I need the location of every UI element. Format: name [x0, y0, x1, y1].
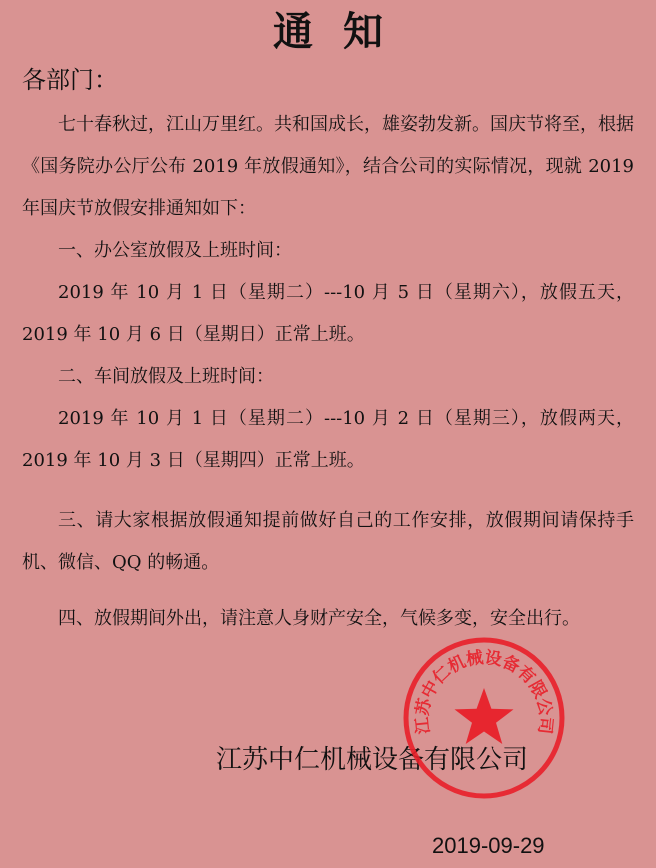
section-4 [22, 598, 634, 640]
section-2-dates [22, 398, 634, 482]
company-signature: 江苏中仁机械设备有限公司 [216, 745, 529, 775]
section-2-dates-text: 2019 年 10 月 1 日（星期二）---10 月 2 日（星期三），放假两天，2019 年 10 月 3 日（星期四）正常上班。 [22, 408, 634, 471]
section-1-heading [22, 230, 634, 272]
section-2-heading [22, 356, 634, 398]
section-1-dates [22, 272, 634, 356]
section-1-dates-text: 2019 年 10 月 1 日（星期二）---10 月 5 日（星期六），放假五天，2019 年 10 月 6 日（星期日）正常上班。 [22, 282, 634, 345]
notice-date: 2019-09-29 [432, 833, 545, 858]
seal-arc-textpath: 江苏中仁机械设备有限公司 [412, 647, 556, 736]
section-3-text: 三、请大家根据放假通知提前做好自己的工作安排，放假期间请保持手机、微信、QQ 的畅通。 [22, 510, 634, 573]
intro-paragraph [22, 104, 634, 230]
company-seal-icon [402, 636, 566, 800]
section-2-heading-text: 二、车间放假及上班时间： [58, 366, 274, 387]
notice-title-char-2: 知 [343, 8, 383, 55]
salutation: 各部门： [22, 66, 118, 94]
notice-title [0, 6, 656, 58]
intro-text: 七十春秋过，江山万里红。共和国成长，雄姿勃发新。国庆节将至，根据《国务院办公厅公布 2019 年放假通知》，结合公司的实际情况，现就 2019 年国庆节放假安排通知如下： [22, 114, 634, 219]
notice-title-char-1: 通 [273, 8, 313, 55]
section-1-heading-text: 一、办公室放假及上班时间： [58, 240, 292, 261]
section-4-text: 四、放假期间外出，请注意人身财产安全，气候多变，安全出行。 [58, 608, 580, 629]
seal-star-icon [455, 688, 514, 744]
section-3 [22, 500, 634, 584]
